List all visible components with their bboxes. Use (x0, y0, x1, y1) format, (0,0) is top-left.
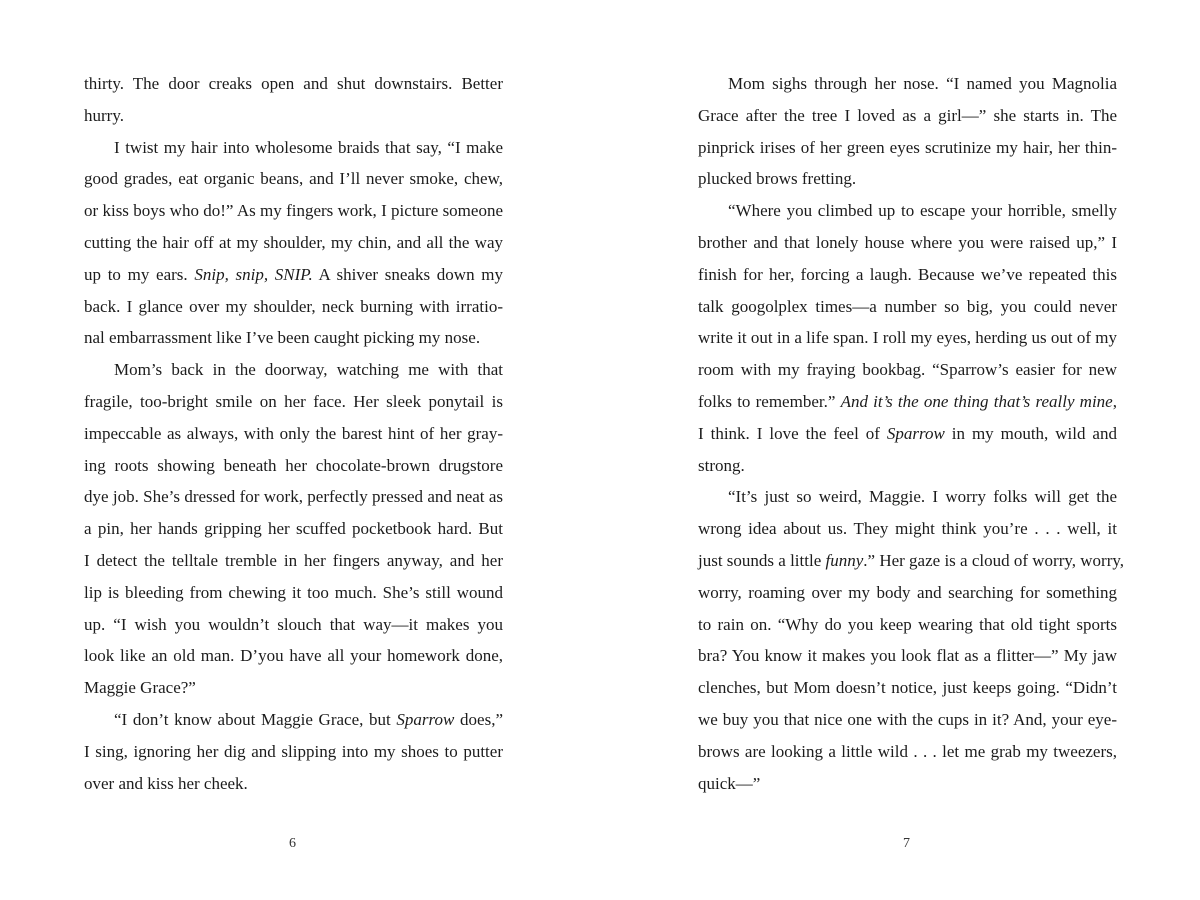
text-line (84, 291, 503, 323)
text-line (84, 672, 503, 704)
text-segment: just sounds a little (698, 550, 826, 570)
text-segment: Grace after the tree I loved as a girl—” she starts in. The (698, 105, 1117, 125)
italic-text: Sparrow (886, 423, 945, 443)
right-page-text (698, 68, 1125, 799)
text-segment: a pin, her hands gripping her scuffed pocketbook hard. But (84, 519, 503, 539)
text-line (698, 132, 1117, 164)
text-line (698, 163, 1117, 195)
text-line (698, 68, 1117, 100)
text-segment: quick—” (698, 773, 761, 793)
text-line (698, 640, 1117, 672)
text-line (84, 481, 503, 513)
text-line (698, 545, 1125, 577)
text-segment: I think. I love the feel of (698, 423, 887, 443)
text-line (698, 322, 1117, 354)
text-segment: bra? You know it makes you look flat as a flitter—” My jaw (698, 646, 1117, 666)
text-line (84, 704, 503, 736)
text-segment: thirty. The door creaks open and shut downstairs. Better (84, 74, 503, 93)
text-segment: worry, roaming over my body and searching for something (698, 582, 1117, 602)
right-page (600, 0, 1200, 900)
text-segment: cutting the hair off at my shoulder, my chin, and all the way (84, 232, 503, 252)
text-line (84, 386, 503, 418)
text-line (84, 768, 503, 800)
text-line (698, 418, 1117, 450)
text-line (698, 195, 1117, 227)
text-segment: write it out in a life span. I roll my eyes, herding us out of my (698, 328, 1117, 348)
text-segment: good grades, eat organic beans, and I’ll never smoke, chew, (84, 169, 503, 189)
text-segment: up. “I wish you wouldn’t slouch that way—it makes you (84, 614, 503, 634)
text-line (698, 672, 1117, 704)
text-line (84, 736, 503, 768)
text-line (698, 386, 1117, 418)
italic-text: Sparrow (396, 709, 455, 729)
text-line (84, 609, 503, 641)
text-line (698, 736, 1117, 768)
text-line (698, 481, 1117, 513)
text-line (84, 68, 503, 100)
text-line (698, 227, 1117, 259)
text-segment: fragile, too-bright smile on her face. Her sleek ponytail is (84, 391, 503, 411)
text-line (84, 640, 503, 672)
text-segment: Maggie Grace?” (84, 678, 196, 698)
text-segment: room with my fraying bookbag. “Sparrow’s easier for new (698, 360, 1117, 380)
text-segment: A shiver sneaks down my (312, 264, 503, 284)
left-page-text (84, 68, 503, 799)
text-segment: folks to remember.” (698, 391, 841, 411)
text-segment: I detect the telltale tremble in her fingers anyway, and her (84, 550, 503, 570)
text-line (84, 545, 503, 577)
text-segment: Mom sighs through her nose. “I named you Magnolia (728, 74, 1117, 93)
text-line (84, 100, 503, 132)
text-segment: talk googolplex times—a number so big, you could never (698, 296, 1117, 316)
text-line (84, 132, 503, 164)
text-segment: look like an old man. D’you have all your homework done, (84, 646, 503, 666)
text-segment: “It’s just so weird, Maggie. I worry folks will get the (728, 487, 1117, 507)
text-segment: plucked brows fretting. (698, 169, 857, 189)
text-segment: , (1112, 391, 1117, 411)
text-segment: in my mouth, wild and (944, 423, 1117, 443)
text-line (84, 227, 503, 259)
text-segment: impeccable as always, with only the barest hint of her gray- (84, 423, 503, 443)
text-segment: I sing, ignoring her dig and slipping into my shoes to putter (84, 741, 503, 761)
page-number-left: 6 (289, 836, 296, 851)
text-segment: brother and that lonely house where you were raised up,” I (698, 232, 1117, 252)
text-line (698, 768, 1117, 800)
text-segment: or kiss boys who do!” As my fingers work, I picture someone (84, 201, 503, 221)
text-segment: we buy you that nice one with the cups in it? And, your eye- (698, 709, 1117, 729)
text-segment: dye job. She’s dressed for work, perfectly pressed and neat as (84, 487, 503, 507)
text-line (698, 354, 1117, 386)
text-segment: “I don’t know about Maggie Grace, but (114, 709, 397, 729)
text-line (84, 195, 503, 227)
italic-text: Snip, snip, SNIP. (194, 264, 313, 284)
text-line (698, 450, 1117, 482)
text-line (698, 291, 1117, 323)
italic-text: And it’s the one thing that’s really mine (840, 391, 1113, 411)
text-line (698, 513, 1117, 545)
text-segment: hurry. (84, 105, 124, 125)
text-segment: to rain on. “Why do you keep wearing that old tight sports (698, 614, 1117, 634)
text-line (84, 577, 503, 609)
text-line (84, 322, 503, 354)
text-line (84, 259, 503, 291)
text-segment: over and kiss her cheek. (84, 773, 248, 793)
text-line (698, 259, 1117, 291)
text-segment: “Where you climbed up to escape your horrible, smelly (728, 201, 1117, 221)
text-segment: pinprick irises of her green eyes scrutinize my hair, her thin- (698, 137, 1117, 157)
text-segment: strong. (698, 455, 745, 475)
text-segment: brows are looking a little wild . . . let me grab my tweezers, (698, 741, 1117, 761)
text-segment: up to my ears. (84, 264, 195, 284)
text-line (698, 704, 1117, 736)
text-line (698, 577, 1117, 609)
text-line (698, 609, 1117, 641)
text-segment: wrong idea about us. They might think you’re . . . well, it (698, 519, 1117, 539)
text-segment: does,” (454, 709, 503, 729)
text-segment: finish for her, forcing a laugh. Because we’ve repeated this (698, 264, 1117, 284)
text-segment: ing roots showing beneath her chocolate-brown drugstore (84, 455, 503, 475)
text-segment: clenches, but Mom doesn’t notice, just keeps going. “Didn’t (698, 678, 1117, 698)
text-segment: .” Her gaze is a cloud of worry, worry, (863, 550, 1125, 570)
page-number-right: 7 (903, 836, 910, 851)
text-line (84, 418, 503, 450)
text-segment: back. I glance over my shoulder, neck burning with irratio- (84, 296, 503, 316)
text-segment: nal embarrassment like I’ve been caught picking my nose. (84, 328, 481, 348)
italic-text: funny (825, 550, 864, 570)
text-line (84, 513, 503, 545)
text-line (84, 354, 503, 386)
text-line (698, 100, 1117, 132)
text-line (84, 163, 503, 195)
text-line (84, 450, 503, 482)
text-segment: Mom’s back in the doorway, watching me with that (114, 360, 503, 380)
text-segment: I twist my hair into wholesome braids that say, “I make (114, 137, 503, 157)
text-segment: lip is bleeding from chewing it too much. She’s still wound (84, 582, 503, 602)
